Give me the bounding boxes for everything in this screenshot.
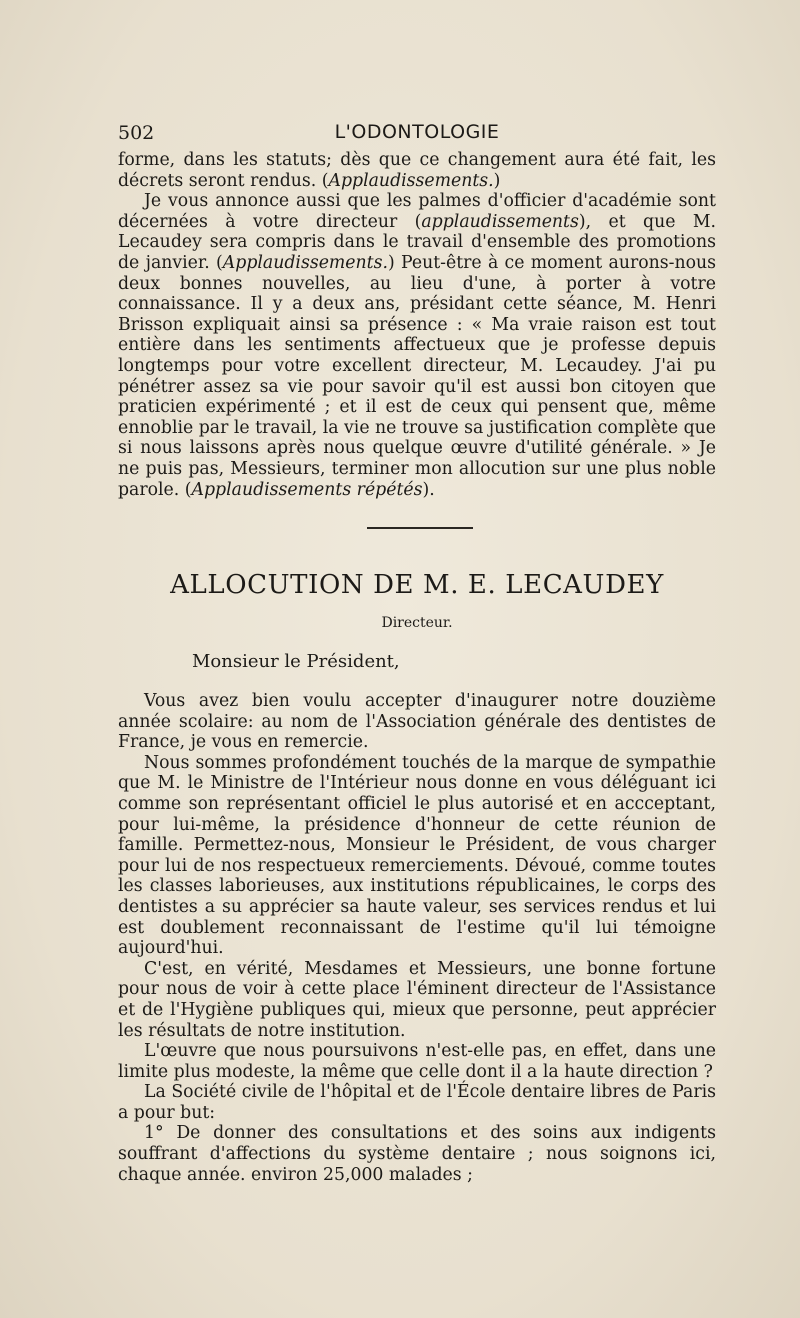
italic-run: Applaudissements répétés [191, 479, 423, 500]
paragraph: 1° De donner des consultations et des soins aux indigents souffrant d'affections du système dentaire ; nous soignons ici, chaque année. environ 25,000 malades ; [118, 1123, 716, 1185]
text-run: ) [493, 170, 501, 191]
section-divider [367, 527, 473, 529]
paragraph: La Société civile de l'hôpital et de l'École dentaire libres de Paris a pour but: [118, 1082, 716, 1123]
paragraph: Nous sommes profondément touchés de la marque de sympathie que M. le Ministre de l'Intérieur nous donne en vous déléguant ici comme son représentant officiel le plus autorisé et en accceptant, pour lui-même, la présidence d'honneur de cette réunion de famille. Permettez-nous, Monsieur le Président, de vous charger pour lui de nos respectueux remerciements. Dévoué, comme toutes les classes laborieuses, aux institutions républicaines, le corps des dentistes a su apprécier sa haute valeur, ses services rendus et lui est doublement reconnaissant de l'estime qu'il lui témoigne aujourd'hui. [118, 752, 716, 959]
section-title: ALLOCUTION DE M. E. LECAUDEY [170, 570, 664, 600]
paragraph: L'œuvre que nous poursuivons n'est-elle pas, en effet, dans une limite plus modeste, la même que celle dont il a la haute direction ? [118, 1041, 716, 1082]
paragraph: Vous avez bien voulu accepter d'inaugurer notre douzième année scolaire: au nom de l'Association générale des dentistes de France, je vous en remercie. [118, 691, 716, 753]
text-run: forme, dans les statuts; dès que ce changement aura été fait, les décrets seront rendus. ( [118, 150, 716, 191]
text-run: ) Peut-être à ce moment aurons-nous deux bonnes nouvelles, au lieu d'une, à porter à votre connaissance. Il y a deux ans, présidant cette séance, M. Henri Brisson expliquait ainsi sa présence : « Ma vraie raison est tout entière dans les sentiments affectueux que je professe depuis longtemps pour votre excellent directeur, M. Lecaudey. J'ai pu pénétrer assez sa vie pour savoir qu'il est aussi bon citoyen que praticien expérimenté ; et il est de ceux qui pensent que, même ennoblie par le travail, la vie ne trouve sa justification complète que si nous laissons après nous quelque œuvre d'utilité générale. » Je ne puis pas, Messieurs, terminer mon allocution sur une plus noble parole. ( [118, 252, 717, 500]
body-text-upper [118, 150, 716, 500]
paragraph [118, 150, 716, 191]
italic-run: Applaudissements. [328, 170, 494, 191]
body-text-lower [118, 691, 716, 1185]
text-run: ), et que M. Lecaudey sera compris dans le travail d'ensemble des promotions de janvier. ( [118, 211, 717, 273]
page-number: 502 [118, 122, 155, 144]
running-title: L'ODONTOLOGIE [334, 121, 500, 143]
italic-run: applaudissements [421, 211, 579, 232]
page-header [118, 118, 716, 148]
text-run: Je vous annonce aussi que les palmes d'officier d'académie sont décernées à votre directeur ( [118, 191, 716, 232]
italic-run: Applaudissements. [222, 252, 388, 273]
section-subtitle: Directeur. [381, 615, 453, 631]
paragraph: C'est, en vérité, Mesdames et Messieurs, une bonne fortune pour nous de voir à cette place l'éminent directeur de l'Assistance et de l'Hygiène publiques qui, mieux que personne, peut apprécier les résultats de notre institution. [118, 958, 716, 1041]
text-run: ). [422, 479, 435, 500]
salutation: Monsieur le Président, [192, 651, 400, 672]
paragraph [118, 191, 716, 500]
